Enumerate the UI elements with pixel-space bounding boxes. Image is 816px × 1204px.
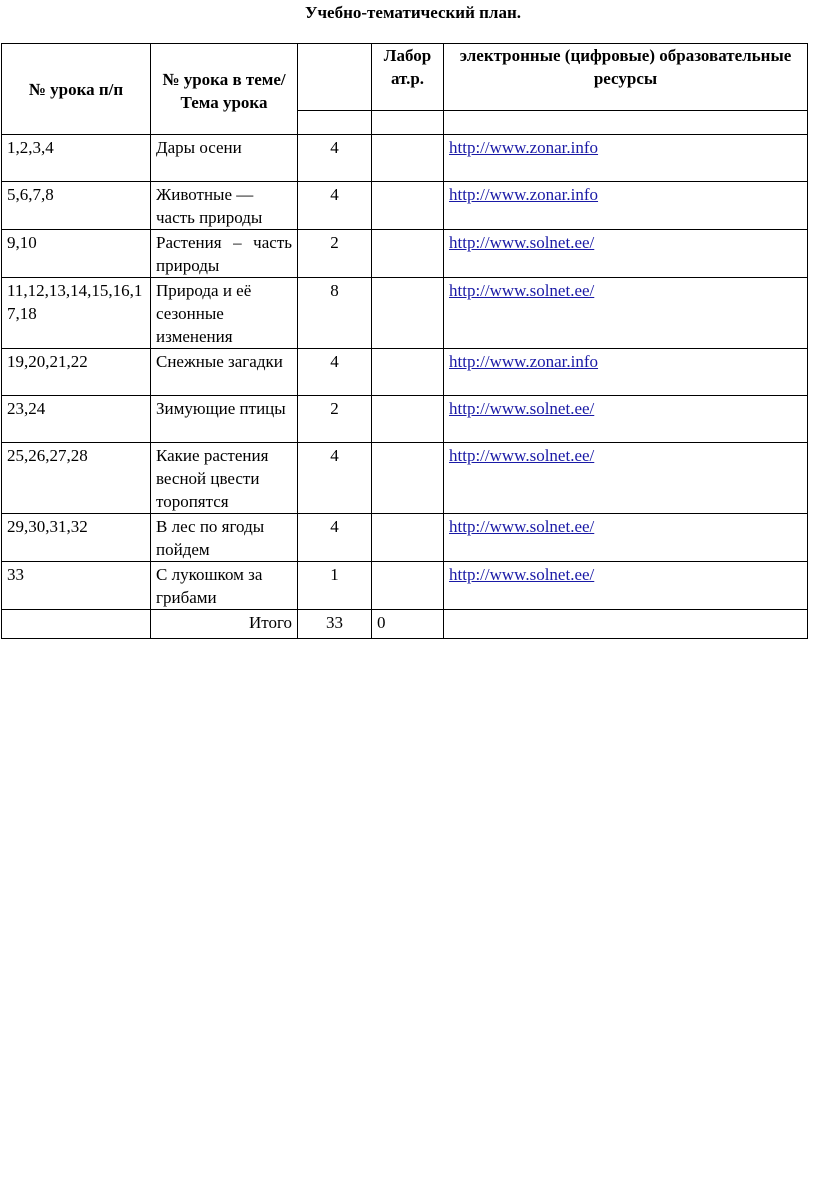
subheader-cell (298, 111, 372, 135)
table-header-row (2, 44, 808, 111)
resource-cell (444, 349, 808, 396)
header-resources: электронные (цифровые) образовательные ресурсы (444, 44, 808, 111)
resource-cell (444, 396, 808, 443)
resource-cell (444, 182, 808, 230)
lesson-topic-cell: Растения – часть природы (151, 230, 298, 278)
hours-cell: 4 (298, 135, 372, 182)
resource-cell (444, 278, 808, 349)
table-row (2, 514, 808, 562)
header-lab: Лабор ат.р. (372, 44, 444, 111)
lab-cell (372, 514, 444, 562)
lesson-number-cell: 11,12,13,14,15,16,17,18 (2, 278, 151, 349)
lesson-number-cell: 1,2,3,4 (2, 135, 151, 182)
lesson-number-cell: 19,20,21,22 (2, 349, 151, 396)
hours-cell: 2 (298, 230, 372, 278)
table-row (2, 349, 808, 396)
resource-cell (444, 135, 808, 182)
lesson-number-cell: 5,6,7,8 (2, 182, 151, 230)
resource-cell (444, 514, 808, 562)
subheader-cell (444, 111, 808, 135)
table-row (2, 562, 808, 610)
lesson-plan-table (1, 43, 808, 639)
hours-cell: 1 (298, 562, 372, 610)
resource-cell (444, 562, 808, 610)
lesson-topic-cell: Какие растения весной цвести торопятся (151, 443, 298, 514)
resource-link[interactable]: http://www.solnet.ee/ (449, 565, 595, 584)
resource-link[interactable]: http://www.zonar.info (449, 185, 599, 204)
lab-cell (372, 182, 444, 230)
lesson-topic-cell: В лес по ягоды пойдем (151, 514, 298, 562)
lab-cell (372, 278, 444, 349)
hours-cell: 4 (298, 514, 372, 562)
hours-cell: 8 (298, 278, 372, 349)
total-label: Итого (151, 610, 298, 639)
hours-cell: 4 (298, 443, 372, 514)
header-lesson-topic: № урока в теме/Тема урока (151, 44, 298, 135)
lesson-topic-cell: Зимующие птицы (151, 396, 298, 443)
lesson-topic-cell: Природа и её сезонные изменения (151, 278, 298, 349)
table-row (2, 396, 808, 443)
subheader-cell (372, 111, 444, 135)
hours-cell: 2 (298, 396, 372, 443)
total-row (2, 610, 808, 639)
total-hours: 33 (298, 610, 372, 639)
resource-link[interactable]: http://www.solnet.ee/ (449, 399, 595, 418)
resource-link[interactable]: http://www.solnet.ee/ (449, 281, 595, 300)
header-lesson-number: № урока п/п (2, 44, 151, 135)
resource-link[interactable]: http://www.zonar.info (449, 138, 599, 157)
table-row (2, 135, 808, 182)
lab-cell (372, 349, 444, 396)
table-row (2, 230, 808, 278)
lab-cell (372, 230, 444, 278)
total-empty-cell (444, 610, 808, 639)
page-title: Учебно-тематический план. (304, 3, 522, 22)
lab-cell (372, 396, 444, 443)
table-row (2, 182, 808, 230)
lesson-number-cell: 23,24 (2, 396, 151, 443)
lesson-number-cell: 33 (2, 562, 151, 610)
hours-cell: 4 (298, 182, 372, 230)
total-empty-cell (2, 610, 151, 639)
lesson-number-cell: 9,10 (2, 230, 151, 278)
resource-cell (444, 230, 808, 278)
table-row (2, 278, 808, 349)
header-hours (298, 44, 372, 111)
table-row (2, 443, 808, 514)
lesson-topic-cell: С лукошком за грибами (151, 562, 298, 610)
lesson-topic-cell: Дары осени (151, 135, 298, 182)
resource-link[interactable]: http://www.solnet.ee/ (449, 517, 595, 536)
lab-cell (372, 443, 444, 514)
resource-cell (444, 443, 808, 514)
resource-link[interactable]: http://www.solnet.ee/ (449, 446, 595, 465)
lesson-number-cell: 25,26,27,28 (2, 443, 151, 514)
lab-cell (372, 135, 444, 182)
lab-cell (372, 562, 444, 610)
total-lab: 0 (372, 610, 444, 639)
lesson-topic-cell: Снежные загадки (151, 349, 298, 396)
hours-cell: 4 (298, 349, 372, 396)
lesson-topic-cell: Животные — часть природы (151, 182, 298, 230)
resource-link[interactable]: http://www.zonar.info (449, 352, 599, 371)
lesson-number-cell: 29,30,31,32 (2, 514, 151, 562)
resource-link[interactable]: http://www.solnet.ee/ (449, 233, 595, 252)
